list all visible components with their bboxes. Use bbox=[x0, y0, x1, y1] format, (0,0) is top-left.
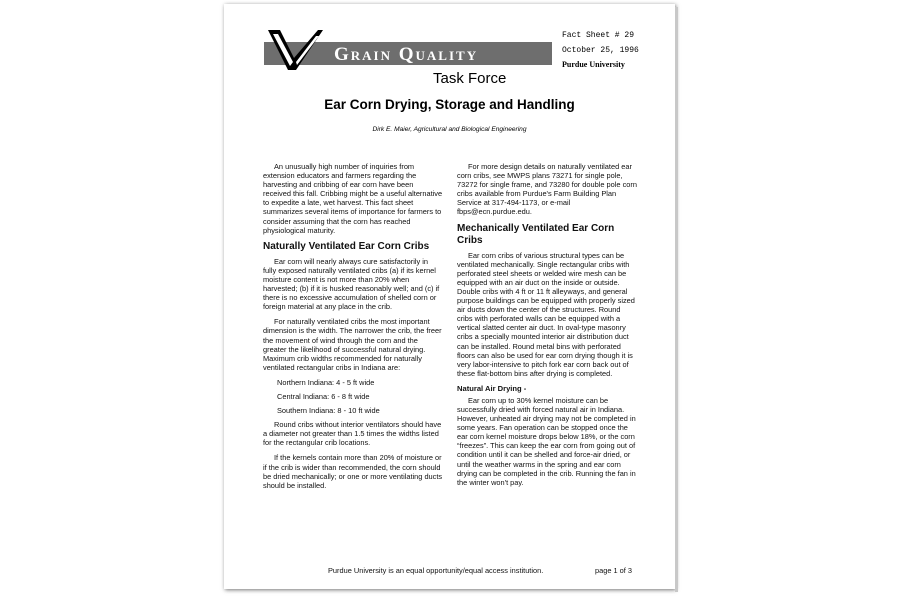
logo-subtitle: Task Force bbox=[433, 70, 507, 87]
checkmark-logo-icon bbox=[266, 28, 324, 72]
page-number: page 1 of 3 bbox=[595, 566, 632, 575]
author-line: Dirk E. Maier, Agricultural and Biological Engineering bbox=[372, 126, 527, 133]
paragraph: If the kernels contain more than 20% of moisture or if the crib is wider than recommended, the corn should be dried mechanically; or one or more ventilating ducts should be installed. bbox=[263, 453, 443, 490]
paragraph: Ear corn will nearly always cure satisfactorily in fully exposed naturally ventilated cribs (a) if its kernel moisture content is not more than 20% when harvested; (b) if it is husked reasonably well; and (c) if there is no excessive accumulation of shelled corn or foreign material at any place in the crib. bbox=[263, 256, 440, 312]
document-page bbox=[224, 4, 675, 589]
list-item: Northern Indiana: 4 - 5 ft wide bbox=[277, 377, 375, 387]
footer-notice: Purdue University is an equal opportunity/equal access institution. bbox=[328, 566, 544, 575]
right-column bbox=[457, 162, 637, 493]
section-heading: Mechanically Ventilated Ear Corn Cribs bbox=[457, 222, 615, 246]
fact-sheet-number: Fact Sheet # 29 bbox=[562, 31, 635, 40]
paragraph: For more design details on naturally ventilated ear corn cribs, see MWPS plans 73271 for single pole, 73272 for single frame, and 73280 for double pole corn cribs available from Purdue's Farm Building Plan Service at 317-494-1173, or e-mail fbps@ecn.purdue.edu. bbox=[457, 162, 637, 217]
subsection-heading: Natural Air Drying - bbox=[457, 383, 527, 393]
document-title: Ear Corn Drying, Storage and Handling bbox=[324, 97, 575, 112]
list-item: Central Indiana: 6 - 8 ft wide bbox=[277, 391, 370, 401]
list-item: Southern Indiana: 8 - 10 ft wide bbox=[277, 406, 380, 416]
logo-title: Grain Quality bbox=[334, 44, 479, 65]
fact-sheet-date: October 25, 1996 bbox=[562, 46, 639, 55]
intro-paragraph: An unusually high number of inquiries from extension educators and farmers regarding the harvesting and cribbing of ear corn have been received this fall. Cribbing might be a useful alternative to expedite a late, wet harvest. This fact sheet summarizes several items of importance for farmers to consider assuming that the corn has reached physiological maturity. bbox=[263, 162, 443, 235]
section-heading: Naturally Ventilated Ear Corn Cribs bbox=[263, 240, 430, 252]
left-column bbox=[263, 162, 443, 496]
paragraph: Round cribs without interior ventilators should have a diameter not greater than 1.5 times the widths listed for the rectangular crib locations. bbox=[263, 420, 442, 448]
paragraph: Ear corn up to 30% kernel moisture can be successfully dried with forced natural air in Indiana. However, unheated air drying may not be completed in some years. Fan operation can be stopped once the ear corn kernel moisture drops below 18%, or the corn “freezes”. This can keep the ear corn from going out of condition until it can be shelled and force-air dried, or until the weather warms in the spring and ear corn drying can be completed in the crib. Running the fan in the winter won't pay. bbox=[457, 395, 636, 487]
paragraph: For naturally ventilated cribs the most important dimension is the width. The narrower the crib, the freer the movement of wind through the corn and the greater the likelihood of successful natural drying. Maximum crib widths recommended for naturally ventilated rectangular cribs in Indiana are: bbox=[263, 317, 442, 372]
institution-name: Purdue University bbox=[562, 60, 625, 69]
paragraph: Ear corn cribs of various structural types can be ventilated mechanically. Single rectangular cribs with perforated steel sheets or welded wire mesh can be equipped with an air duct on the inside or outside. Double cribs with 4 ft or 11 ft alleyways, and general purpose buildings can be equipped with properly sized air ducts down the center of the structures. Round cribs with perforated walls can be equipped with a vertical slatted center air duct. In oval-type masonry cribs a specially mounted interior air distribution duct can be installed. Round metal bins with perforated floors can also be used for ear corn drying though it is very labor-intensive to pitch fork ear corn back out of these flat-bottom bins after drying is completed. bbox=[457, 250, 635, 378]
